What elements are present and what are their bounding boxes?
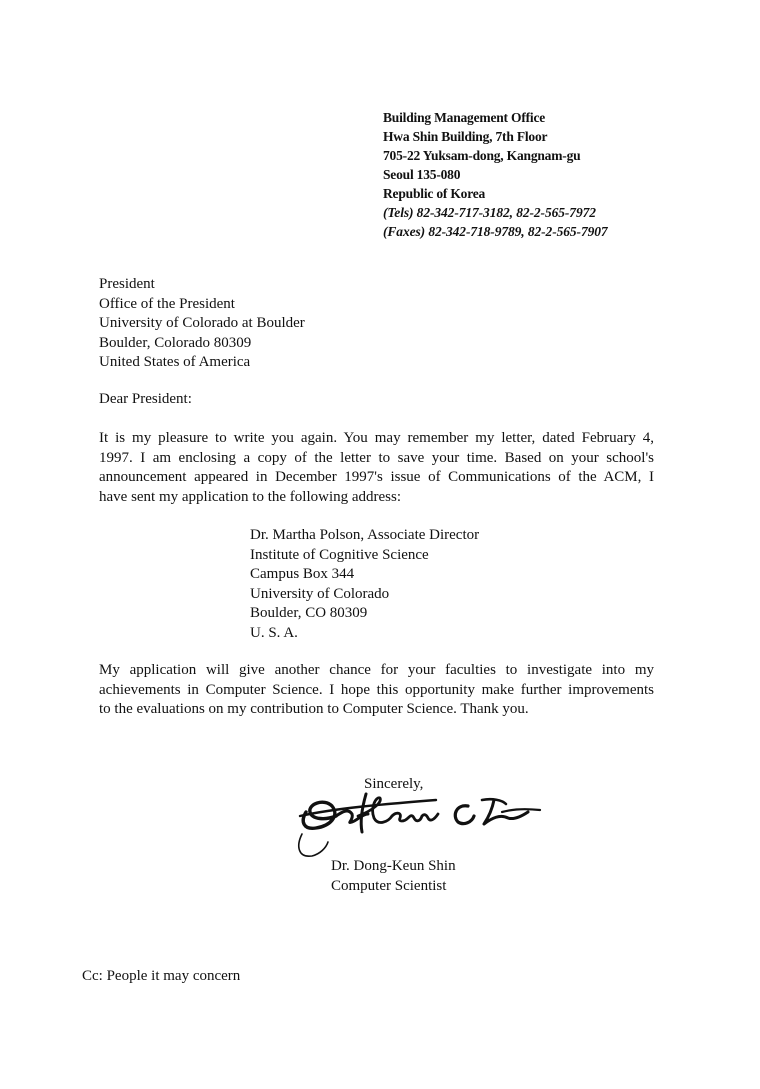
sender-address-block (383, 108, 608, 241)
paragraph-line: 1997. I am enclosing a copy of the letter to save your time. Based on your school's (99, 449, 654, 466)
mail-address-block (250, 526, 479, 643)
address-line: Boulder, CO 80309 (250, 605, 368, 621)
handwritten-signature (296, 786, 544, 864)
recipient-line: Boulder, Colorado 80309 (99, 334, 252, 351)
recipient-address-block (99, 275, 305, 373)
signer-title: Computer Scientist (331, 877, 447, 894)
paragraph-line: My application will give another chance for your faculties to investigate into my (99, 662, 654, 678)
sender-telephones: (Tels) 82-342-717-3182, 82-2-565-7972 (383, 205, 596, 220)
sender-line: Republic of Korea (383, 186, 486, 201)
sender-line: 705-22 Yuksam-dong, Kangnam-gu (383, 148, 581, 163)
address-line: University of Colorado (250, 585, 390, 602)
body-paragraph-1 (99, 429, 654, 507)
salutation: Dear President: (99, 391, 192, 407)
paragraph-line: to the evaluations on my contribution to Computer Science. Thank you. (99, 701, 529, 717)
signer-name: Dr. Dong-Keun Shin (331, 858, 456, 874)
sender-faxes: (Faxes) 82-342-718-9789, 82-2-565-7907 (383, 224, 608, 239)
recipient-line: University of Colorado at Boulder (99, 315, 305, 331)
sender-line: Hwa Shin Building, 7th Floor (383, 129, 548, 144)
address-line: U. S. A. (250, 624, 298, 641)
paragraph-line: achievements in Computer Science. I hope this opportunity make further improvements (99, 681, 654, 698)
body-paragraph-2 (99, 661, 654, 720)
sender-line: Building Management Office (383, 110, 546, 125)
carbon-copy-line: Cc: People it may concern (82, 968, 241, 984)
recipient-line: President (99, 276, 155, 292)
paragraph-line: announcement appeared in December 1997's issue of Communications of the ACM, I (99, 469, 654, 485)
paragraph-line: have sent my application to the following address: (99, 488, 402, 505)
recipient-line: United States of America (99, 354, 251, 370)
sender-line: Seoul 135-080 (383, 167, 461, 182)
address-line: Campus Box 344 (250, 566, 355, 582)
closing: Sincerely, (364, 776, 424, 792)
address-line: Institute of Cognitive Science (250, 546, 429, 563)
paragraph-line: It is my pleasure to write you again. You may remember my letter, dated February 4, (99, 430, 654, 446)
recipient-line: Office of the President (99, 295, 235, 312)
address-line: Dr. Martha Polson, Associate Director (250, 527, 480, 543)
signer-block (331, 857, 456, 896)
